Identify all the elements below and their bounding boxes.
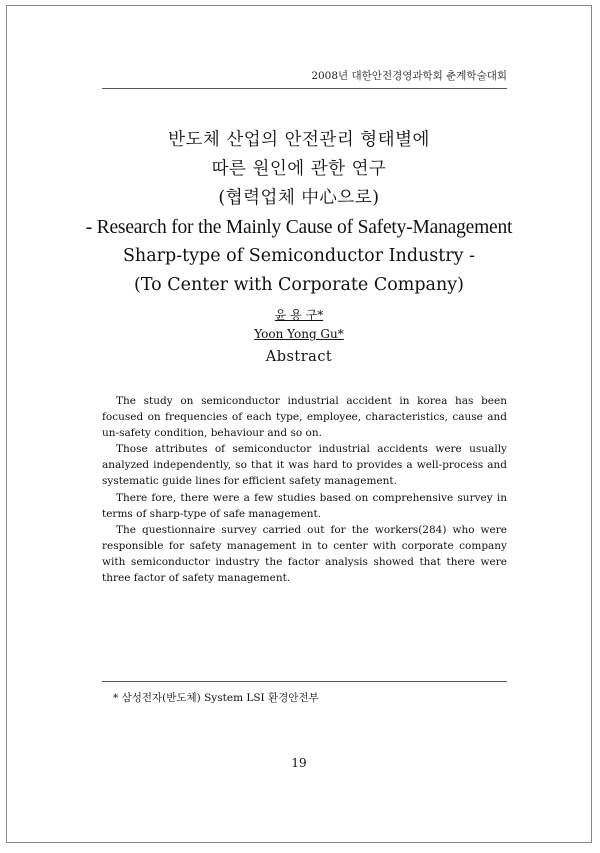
abstract-paragraph: There fore, there were a few studies based on comprehensive survey in terms of sharp-type of safe management.	[102, 491, 507, 520]
author-block	[7, 306, 591, 344]
abstract-paragraph: The study on semiconductor industrial accident in korea has been focused on frequencies of each type, employee, characteristics, cause and un-safety condition, behaviour and so on.	[102, 395, 507, 440]
korean-title-line-1: 반도체 산업의 안전관리 형태별에	[168, 130, 430, 150]
korean-title-line-2: 따른 원인에 관한 연구	[211, 159, 387, 179]
paper-page	[6, 5, 592, 843]
header-divider	[102, 88, 507, 89]
abstract-body	[102, 393, 507, 586]
abstract-paragraph: The questionnaire survey carried out for the workers(284) who were responsible for safety management in to center with corporate company with semiconductor industry the factor analysis showed that there were three factor of safety management.	[102, 523, 507, 585]
english-title-line-2: Sharp-type of Semiconductor Industry -	[122, 246, 476, 266]
author-affiliation-footnote: * 삼성전자(반도체) System LSI 환경안전부	[113, 692, 319, 704]
author-korean-name: 윤 용 구*	[274, 308, 324, 322]
author-english-name: Yoon Yong Gu*	[254, 327, 344, 341]
english-title-line-3: (To Center with Corporate Company)	[134, 275, 464, 295]
abstract-paragraph: Those attributes of semiconductor industrial accidents were usually analyzed independently, so that it was hard to provides a well-process and systematic guide lines for efficient safety management.	[102, 443, 507, 488]
korean-title-line-3: (협력업체 中心으로)	[218, 188, 380, 208]
abstract-heading: Abstract	[265, 349, 333, 365]
page-number: 19	[291, 756, 307, 770]
footnote-divider	[102, 681, 507, 682]
running-header: 2008년 대한안전경영과학회 춘계학술대회	[311, 70, 507, 82]
english-title-line-1: - Research for the Mainly Cause of Safety-Management	[85, 217, 513, 238]
title-block	[7, 126, 591, 300]
